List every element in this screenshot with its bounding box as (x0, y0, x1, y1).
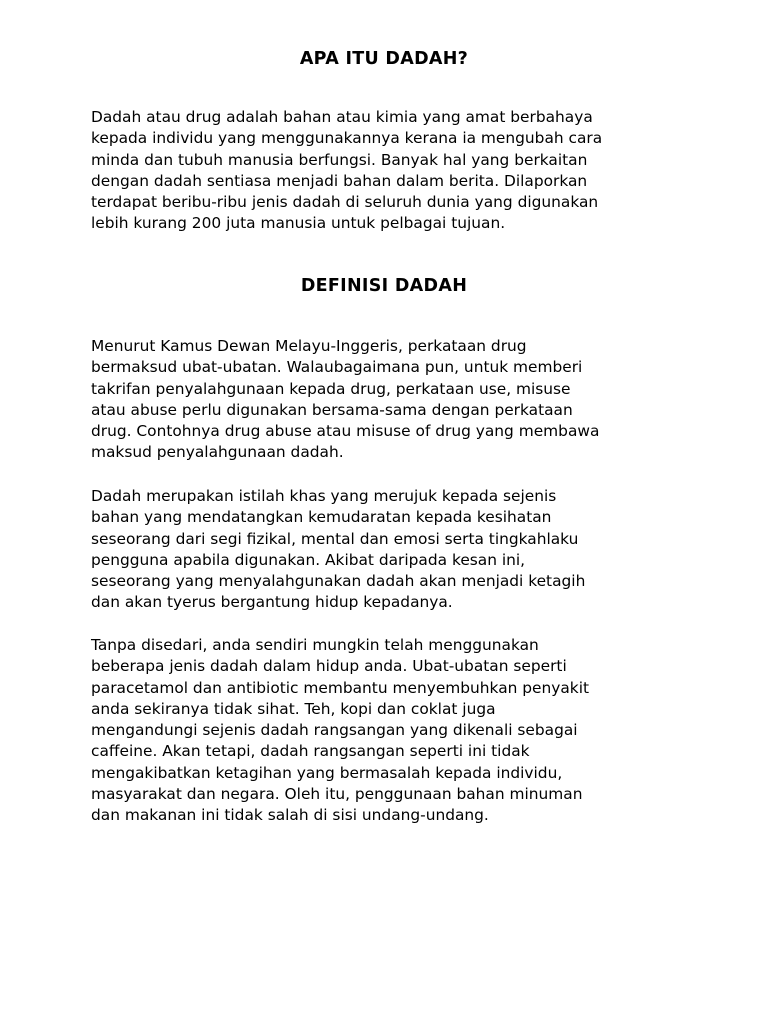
definition-paragraph-3 (91, 635, 691, 827)
page-title: APA ITU DADAH? (299, 49, 469, 69)
intro-paragraph (91, 107, 691, 235)
text-line: dan makanan ini tidak salah di sisi undang-undang. (91, 806, 489, 825)
text-line: takrifan penyalahgunaan kepada drug, perkataan use, misuse (91, 379, 571, 398)
text-line: beberapa jenis dadah dalam hidup anda. Ubat-ubatan seperti (91, 657, 567, 676)
text-line: dan akan tyerus bergantung hidup kepadanya. (91, 593, 453, 612)
text-line: Dadah merupakan istilah khas yang merujuk kepada sejenis (91, 487, 557, 505)
text-line: masyarakat dan negara. Oleh itu, penggunaan bahan minuman (91, 785, 583, 804)
text-line: paracetamol dan antibiotic membantu menyembuhkan penyakit (91, 678, 590, 697)
text-line: minda dan tubuh manusia berfungsi. Banyak hal yang berkaitan (91, 150, 588, 169)
text-line: seseorang dari segi fizikal, mental dan emosi serta tingkahlaku (91, 529, 579, 548)
text-line: terdapat beribu-ribu jenis dadah di seluruh dunia yang digunakan (91, 193, 599, 212)
text-line: mengandungi sejenis dadah rangsangan yang dikenali sebagai (91, 721, 578, 740)
text-line: Dadah atau drug adalah bahan atau kimia yang amat berbahaya (91, 108, 593, 126)
text-line: atau abuse perlu digunakan bersama-sama dengan perkataan (91, 400, 573, 419)
text-line: dengan dadah sentiasa menjadi bahan dalam berita. Dilaporkan (91, 171, 588, 190)
text-line: kepada individu yang menggunakannya kerana ia mengubah cara (91, 129, 603, 148)
text-line: seseorang yang menyalahgunakan dadah akan menjadi ketagih (91, 572, 586, 591)
text-line: bermaksud ubat-ubatan. Walaubagaimana pun, untuk memberi (91, 358, 583, 377)
text-line: mengakibatkan ketagihan yang bermasalah kepada individu, (91, 763, 563, 782)
text-line: bahan yang mendatangkan kemudaratan kepada kesihatan (91, 508, 552, 527)
text-line: lebih kurang 200 juta manusia untuk pelbagai tujuan. (91, 214, 506, 233)
text-line: anda sekiranya tidak sihat. Teh, kopi dan coklat juga (91, 699, 496, 718)
definition-paragraph-1 (91, 336, 691, 464)
definition-paragraph-2 (91, 486, 691, 614)
text-line: pengguna apabila digunakan. Akibat daripada kesan ini, (91, 550, 526, 569)
text-line: caffeine. Akan tetapi, dadah rangsangan seperti ini tidak (91, 742, 530, 761)
section-title: DEFINISI DADAH (300, 276, 468, 296)
text-line: Menurut Kamus Dewan Melayu-Inggeris, perkataan drug (91, 337, 527, 355)
text-line: Tanpa disedari, anda sendiri mungkin telah menggunakan (91, 636, 539, 654)
text-line: maksud penyalahgunaan dadah. (91, 443, 344, 462)
text-line: drug. Contohnya drug abuse atau misuse of drug yang membawa (91, 422, 600, 441)
